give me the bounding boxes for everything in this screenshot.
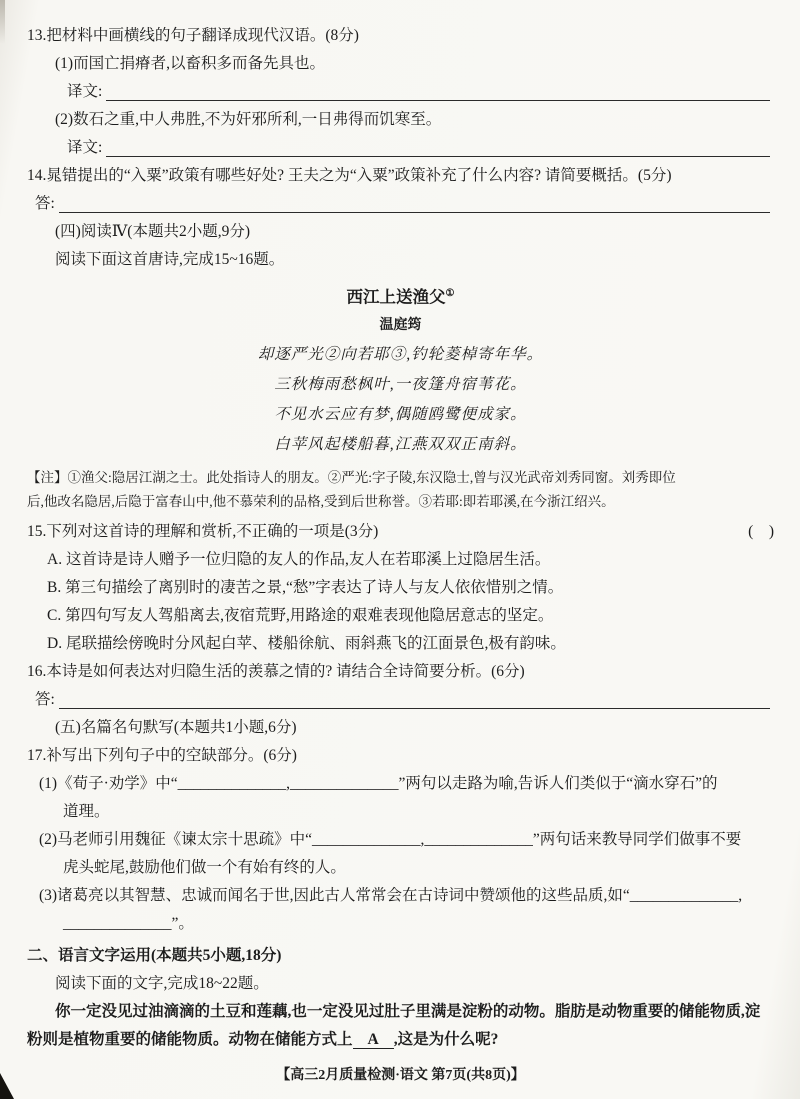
q15-stem: 15.下列对这首诗的理解和赏析,不正确的一项是(3分) xyxy=(27,522,379,540)
page-footer: 【高三2月质量检测·语文 第7页(共8页)】 xyxy=(276,1067,525,1083)
q15-option-a: A. 这首诗是诗人赠予一位归隐的友人的作品,友人在若耶溪上过隐居生活。 xyxy=(47,550,551,568)
q15-option-b: B. 第三句描绘了离别时的凄苦之景,“愁”字表达了诗人与友人依依惜别之情。 xyxy=(47,578,564,596)
q17-item2-line2: 虎头蛇尾,鼓励他们做一个有始有终的人。 xyxy=(63,858,346,876)
q14-answer-blank-line xyxy=(59,212,770,213)
q14-answer-row xyxy=(27,190,774,218)
passage-line-1: 你一定没见过油滴滴的土豆和莲藕,也一定没见过肚子里满是淀粉的动物。脂肪是动物重要的储能物质,淀 xyxy=(55,1002,761,1020)
q15-answer-bracket: ( ) xyxy=(748,522,774,540)
q17-item2-line1: (2)马老师引用魏征《谏太宗十思疏》中“______________,______________”两句话来教导同学们做事不要 xyxy=(39,830,742,848)
poem-line-4: 白苹风起楼船暮,江燕双双正南斜。 xyxy=(274,435,527,453)
q17-stem: 17.补写出下列句子中的空缺部分。(6分) xyxy=(27,746,297,764)
section2-heading: 二、语言文字运用(本题共5小题,18分) xyxy=(27,946,282,964)
poem-note-line-2: 后,他改名隐居,后隐于富春山中,他不慕荣利的品格,受到后世称誉。③若耶:即若耶溪,在今浙江绍兴。 xyxy=(27,493,615,509)
q13-translation2-row xyxy=(27,134,774,162)
poem-line-1: 却逐严光②向若耶③,钓轮菱棹寄年华。 xyxy=(257,345,544,363)
q15-stem-row xyxy=(27,518,774,546)
q16-stem: 16.本诗是如何表达对归隐生活的羡慕之情的? 请结合全诗简要分析。(6分) xyxy=(27,662,525,680)
q16-answer-blank-line xyxy=(59,708,770,709)
passage-line-2-pre: 粉则是植物重要的储能物质。动物在储能方式上 xyxy=(27,1030,353,1048)
poem-title xyxy=(27,280,774,312)
q13-translation1-blank-line xyxy=(106,100,770,101)
q16-answer-row xyxy=(27,686,774,714)
section4-heading: (四)阅读Ⅳ(本题共2小题,9分) xyxy=(55,223,251,240)
q17-item3-line2: ______________”。 xyxy=(63,914,194,932)
q16-answer-label: 答: xyxy=(35,690,55,708)
passage-blank-a: A xyxy=(353,1031,394,1049)
poem-line-3: 不见水云应有梦,偶随鸥鹭便成家。 xyxy=(274,405,527,423)
section4-instruction: 阅读下面这首唐诗,完成15~16题。 xyxy=(55,251,285,268)
q17-item1-line2: 道理。 xyxy=(63,802,110,820)
q13-translation2-label: 译文: xyxy=(67,139,103,156)
q14-answer-label: 答: xyxy=(35,195,55,212)
poem-author: 温庭筠 xyxy=(379,317,422,333)
q13-translation1-row xyxy=(27,78,774,106)
poem-title-text: 西江上送渔父 xyxy=(346,287,446,307)
section2-instruction: 阅读下面的文字,完成18~22题。 xyxy=(55,974,269,992)
q13-stem: 13.把材料中画横线的句子翻译成现代汉语。(8分) xyxy=(27,27,359,44)
q15-option-d: D. 尾联描绘傍晚时分风起白苹、楼船徐航、雨斜燕飞的江面景色,极有韵味。 xyxy=(47,634,566,652)
section5-heading: (五)名篇名句默写(本题共1小题,6分) xyxy=(55,718,297,736)
poem-line-2: 三秋梅雨愁枫叶,一夜篷舟宿苇花。 xyxy=(274,375,527,393)
q13-item2: (2)数石之重,中人弗胜,不为奸邪所利,一日弗得而饥寒至。 xyxy=(55,111,442,128)
q13-translation2-blank-line xyxy=(106,156,770,157)
q13-item1: (1)而国亡捐瘠者,以畜积多而备先具也。 xyxy=(55,55,325,72)
scan-edge-artifact-top-left xyxy=(0,0,5,44)
q15-option-c: C. 第四句写友人驾船离去,夜宿荒野,用路途的艰难表现他隐居意志的坚定。 xyxy=(47,606,554,624)
passage-line-2 xyxy=(27,1026,774,1054)
q14-stem: 14.晁错提出的“入粟”政策有哪些好处? 王夫之为“入粟”政策补充了什么内容? 请简要概括。(5分) xyxy=(27,167,672,184)
q17-item3-line1: (3)诸葛亮以其智慧、忠诚而闻名于世,因此古人常常会在古诗词中赞颂他的这些品质,如“______________, xyxy=(39,886,743,904)
scan-corner-artifact-bottom-left xyxy=(0,1073,14,1099)
poem-title-footnote-mark: ① xyxy=(445,288,455,299)
q13-translation1-label: 译文: xyxy=(67,83,103,100)
passage-line-2-post: ,这是为什么呢? xyxy=(393,1030,499,1048)
poem-note-line-1: 【注】①渔父:隐居江湖之士。此处指诗人的朋友。②严光:字子陵,东汉隐士,曾与汉光武帝刘秀同窗。刘秀即位 xyxy=(27,469,676,485)
q17-item1-line1: (1)《荀子·劝学》中“______________,______________”两句以走路为喻,告诉人们类似于“滴水穿石”的 xyxy=(39,774,718,792)
